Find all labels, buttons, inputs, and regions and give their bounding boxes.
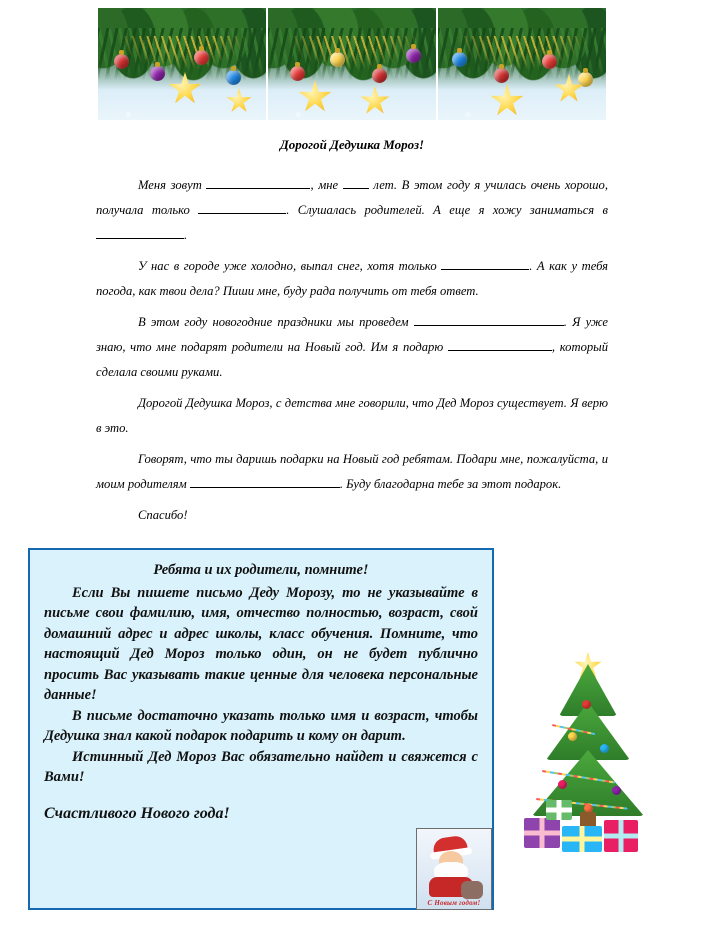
letter-paragraphs [96,173,608,528]
santa-sack-icon [461,881,483,899]
gift-box [524,818,560,848]
letter-body [96,132,608,534]
fill-in-blank[interactable] [206,188,310,189]
letter-paragraph-intro: Меня зовут , мне лет. В этом году я училась очень хорошо, получала только . Слушалась родителей. А еще я хожу заниматься в . [96,178,608,242]
letter-paragraph-request: Говорят, что ты даришь подарки на Новый год ребятам. Подари мне, пожалуйста, и моим родителям . Буду благодарна тебе за этот подарок. [96,452,608,491]
fill-in-blank[interactable] [448,350,552,351]
christmas-garland-banner [98,8,606,120]
christmas-tree-illustration [510,640,670,870]
tree-bauble [582,700,591,709]
ornament-ball [494,68,509,83]
ornament-ball [114,54,129,69]
notice-paragraph-3: Истинный Дед Мороз Вас обязательно найдет и свяжется с Вами! [44,748,478,785]
notice-paragraph-2: В письме достаточно указать только имя и возраст, чтобы Дедушка знал какой подарок подарить и кому он дарит. [44,707,478,744]
letter-paragraph-weather: У нас в городе уже холодно, выпал снег, хотя только . А как у тебя погода, как твои дела? Пиши мне, буду рада получить от тебя ответ. [96,259,609,298]
fill-in-blank[interactable] [414,325,564,326]
notice-title: Ребята и их родители, помните! [153,562,369,578]
letter-salutation: Дорогой Дедушка Мороз! [279,137,425,152]
notice-greeting: Счастливого Нового года! [44,804,230,822]
notice-paragraph-1: Если Вы пишете письмо Деду Морозу, то не указывайте в письме свои фамилию, имя, отчество полностью, возраст, свой домашний адрес и адрес школы, класс обучения. Помните, что настоящий Дед Мороз только один, он не будет публично просить Вас указывать такие ценные для человека персональные данные! [44,584,478,703]
gift-box [604,820,638,852]
ornament-ball [150,66,165,81]
ornament-ball [194,50,209,65]
fill-in-blank[interactable] [343,188,369,189]
tree-bauble [612,786,621,795]
gift-ribbon-horizontal [604,834,638,839]
ornament-ball [406,48,421,63]
tree-bauble [558,780,567,789]
gift-box [562,826,602,852]
garland-cell [268,8,436,120]
ornament-ball [452,52,467,67]
fill-in-blank[interactable] [198,213,286,214]
ornament-ball [542,54,557,69]
tree-bauble [600,744,609,753]
gift-ribbon-horizontal [524,831,560,836]
ornament-ball [372,68,387,83]
santa-claus-card [416,828,492,910]
ornament-ball [330,52,345,67]
ornament-ball [226,70,241,85]
fill-in-blank[interactable] [96,238,184,239]
gift-ribbon-horizontal [546,808,572,813]
letter-paragraph-belief: Дорогой Дедушка Мороз, с детства мне говорили, что Дед Мороз существует. Я верю в это. [96,396,608,435]
garland-cell [438,8,606,120]
santa-card-caption: С Новым годом! [427,899,481,907]
tree-bauble [568,732,577,741]
gift-box [546,800,572,820]
garland-cell [98,8,266,120]
fill-in-blank[interactable] [190,487,340,488]
ornament-ball [290,66,305,81]
letter-paragraph-holidays: В этом году новогодние праздники мы проведем . Я уже знаю, что мне подарят родители на Новый год. Им я подарю , который сделала своими руками. [96,315,609,379]
gift-ribbon-horizontal [562,837,602,842]
fill-in-blank[interactable] [441,269,529,270]
letter-paragraph-thanks: Спасибо! [138,508,188,522]
